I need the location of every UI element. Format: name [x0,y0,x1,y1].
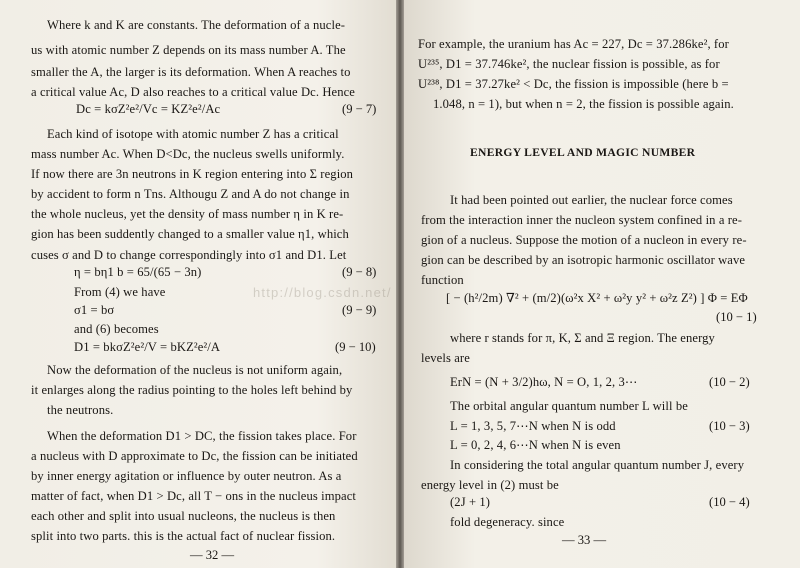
equation: σ1 = bσ [74,303,115,317]
right-page [404,0,800,568]
text-line: 1.048, n = 1), but when n = 2, the fission is possible again. [433,97,734,111]
text-line: It had been pointed out earlier, the nuclear force comes [450,193,733,207]
text-line: energy level in (2) must be [421,478,559,492]
text-line: mass number Ac. When D<Dc, the nucleus swells uniformly. [31,147,345,161]
equation: (2J + 1) [450,495,491,509]
text-line: and (6) becomes [74,322,159,336]
text-line: a nucleus with D approximate to Dc, the fission can be initiated [31,449,358,463]
equation-number: (9 − 9) [342,303,377,317]
equation-number: (10 − 4) [709,495,750,509]
text-line: by accident to form n Tns. Althougu Z and A do not change in [31,187,350,201]
page-number: — 32 — [190,548,235,562]
text-line: For example, the uranium has Ac = 227, Dc = 37.286ke², for [418,37,729,51]
text-line: gion of a nucleus. Suppose the motion of a nucleon in every re- [421,233,747,247]
equation: Dc = kσZ²e²/Vc = KZ²e²/Ac [76,102,221,116]
text-line: the whole nucleus, yet the density of mass number η in K re- [31,207,344,221]
text-line: it enlarges along the radius pointing to the holes left behind by [31,383,353,397]
text-line: In considering the total angular quantum number J, every [450,458,745,472]
watermark: http://blog.csdn.net/ [253,285,392,300]
text-line: Where k and K are constants. The deformation of a nucle- [47,18,346,32]
text-line: by inner energy agitation or influence by outer neutron. As a [31,469,342,483]
text-line: gion can be described by an isotropic harmonic oscillator wave [421,253,746,267]
text-line: Now the deformation of the nucleus is not uniform again, [47,363,343,377]
equation: ErN = (N + 3/2)hω, N = O, 1, 2, 3⋯ [450,375,638,389]
book-gutter [396,0,404,568]
text-line: smaller the A, the larger is its deformation. When A reaches to [31,65,351,79]
equation-number: (10 − 1) [716,310,757,324]
equation: D1 = bkσZ²e²/V = bKZ²e²/A [74,340,221,354]
text-line: a critical value Ac, D also reaches to a critical value Dc. Hence [31,85,355,99]
text-line: From (4) we have [74,285,166,299]
equation: [ − (h²/2m) ∇² + (m/2)(ω²x X² + ω²y y² + ω²z Z²) ] Φ = EΦ [446,291,748,305]
page-number: — 33 — [562,533,607,547]
text-line: the neutrons. [47,403,114,417]
text-line: fold degeneracy. since [450,515,565,529]
text-line: gion has been suddently changed to a smaller value η1, which [31,227,349,241]
equation-number: (9 − 8) [342,265,377,279]
text-line: U²³⁸, D1 = 37.27ke² < Dc, the fission is impossible (here b = [418,77,729,91]
text-line: If now there are 3n neutrons in K region entering into Σ region [31,167,354,181]
text-line: each other and split into usual nucleons, the nucleus is then [31,509,336,523]
equation-number: (9 − 7) [342,102,377,116]
text-line: The orbital angular quantum number L will be [450,399,688,413]
text-line: cuses σ and D to change correspondingly into σ1 and D1. Let [31,248,347,262]
text-line: us with atomic number Z depends on its mass number A. The [31,43,346,57]
text-line: U²³⁵, D1 = 37.746ke², the nuclear fission is possible, as for [418,57,720,71]
text-line: split into two parts. this is the actual fact of nuclear fission. [31,529,336,543]
text-line: When the deformation D1 > DC, the fission takes place. For [47,429,357,443]
equation: L = 0, 2, 4, 6⋯N when N is even [450,438,621,452]
text-line: Each kind of isotope with atomic number Z has a critical [47,127,339,141]
equation-number: (9 − 10) [335,340,376,354]
section-heading: ENERGY LEVEL AND MAGIC NUMBER [470,146,696,159]
text-line: matter of fact, when D1 > Dc, all T − ons in the nucleus impact [31,489,357,503]
text-line: from the interaction inner the nucleon system confined in a re- [421,213,743,227]
equation: η = bη1 b = 65/(65 − 3n) [74,265,202,279]
equation-number: (10 − 3) [709,419,750,433]
text-line: where r stands for π, K, Σ and Ξ region. The energy [450,331,715,345]
text-line: function [421,273,464,287]
equation-number: (10 − 2) [709,375,750,389]
left-page [0,0,396,568]
equation: L = 1, 3, 5, 7⋯N when N is odd [450,419,616,433]
text-line: levels are [421,351,470,365]
